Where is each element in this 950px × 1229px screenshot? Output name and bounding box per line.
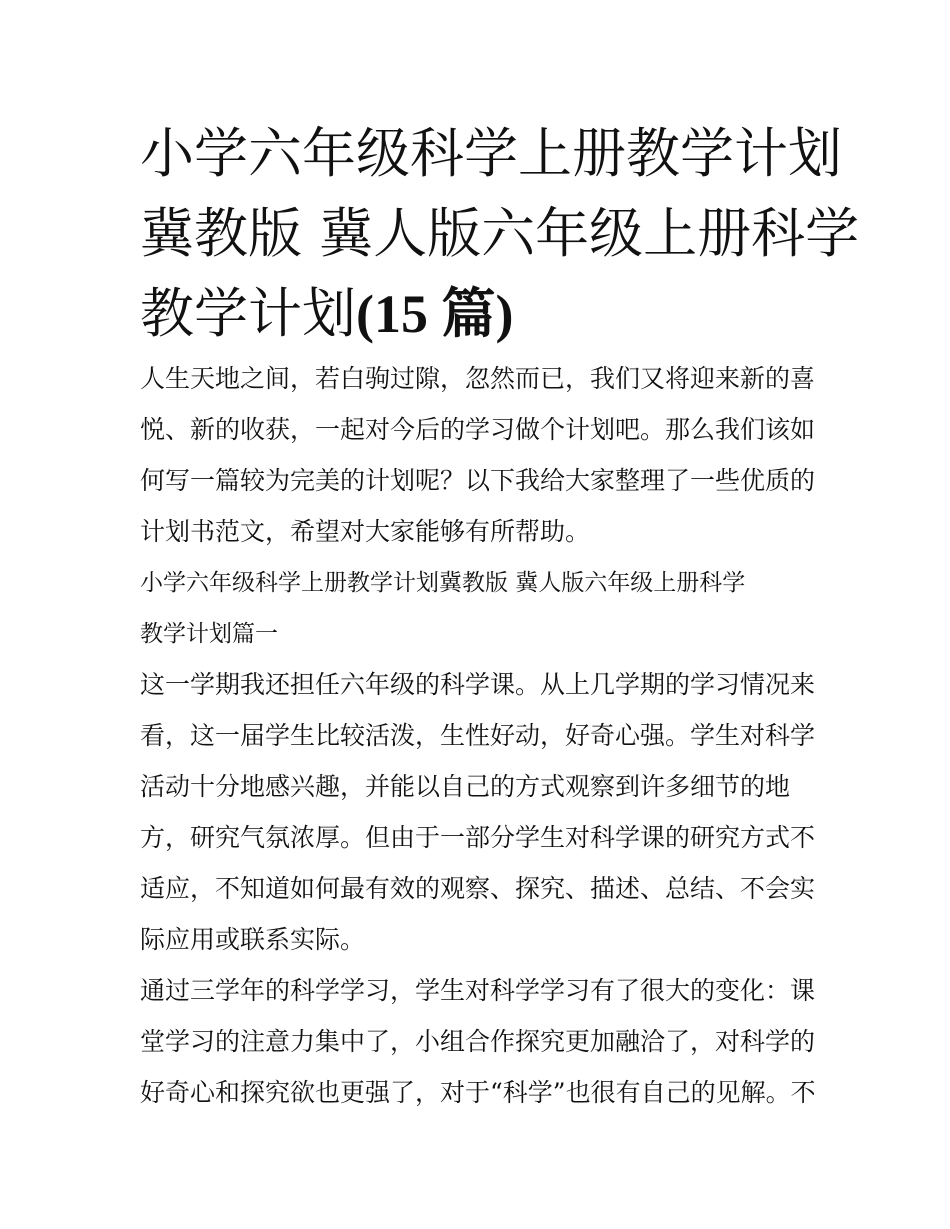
paragraph1-line-4: 方，研究气氛浓厚。但由于一部分学生对科学课的研究方式不 bbox=[140, 823, 816, 852]
title-line-1: 小学六年级科学上册教学计划 bbox=[140, 122, 842, 185]
title-line-3 bbox=[140, 274, 820, 354]
paragraph1-line-3: 活动十分地感兴趣，并能以自己的方式观察到许多细节的地 bbox=[140, 772, 791, 801]
intro-line-1: 人生天地之间，若白驹过隙，忽然而已，我们又将迎来新的喜 bbox=[140, 364, 816, 393]
paragraph2-line-2: 堂学习的注意力集中了，小组合作探究更加融洽了，对科学的 bbox=[140, 1027, 816, 1056]
intro-line-2: 悦、新的收获，一起对今后的学习做个计划吧。那么我们该如 bbox=[140, 415, 816, 444]
paragraph1-line-1: 这一学期我还担任六年级的科学课。从上几学期的学习情况来 bbox=[140, 670, 816, 699]
section-heading-line-2: 教学计划篇一 bbox=[140, 621, 278, 647]
title-line-3-text: 教学计划 bbox=[140, 282, 356, 345]
intro-line-4: 计划书范文，希望对大家能够有所帮助。 bbox=[140, 517, 591, 546]
title-line-2: 冀教版 冀人版六年级上册科学 bbox=[140, 202, 860, 265]
paragraph2-line-3: 好奇心和探究欲也更强了，对于“科学”也很有自己的见解。不 bbox=[140, 1078, 816, 1107]
paragraph1-line-2: 看，这一届学生比较活泼，生性好动，好奇心强。学生对科学 bbox=[140, 721, 816, 750]
document-title bbox=[140, 114, 860, 354]
title-count: (15 篇) bbox=[356, 284, 514, 344]
section-heading-line-1: 小学六年级科学上册教学计划冀教版 冀人版六年级上册科学 bbox=[140, 570, 746, 596]
paragraph1-line-6: 际应用或联系实际。 bbox=[140, 925, 366, 954]
intro-line-3: 何写一篇较为完美的计划呢？以下我给大家整理了一些优质的 bbox=[140, 466, 816, 495]
paragraph1-line-5: 适应，不知道如何最有效的观察、探究、描述、总结、不会实 bbox=[140, 874, 816, 903]
paragraph2-line-1: 通过三学年的科学学习，学生对科学学习有了很大的变化：课 bbox=[140, 976, 816, 1005]
